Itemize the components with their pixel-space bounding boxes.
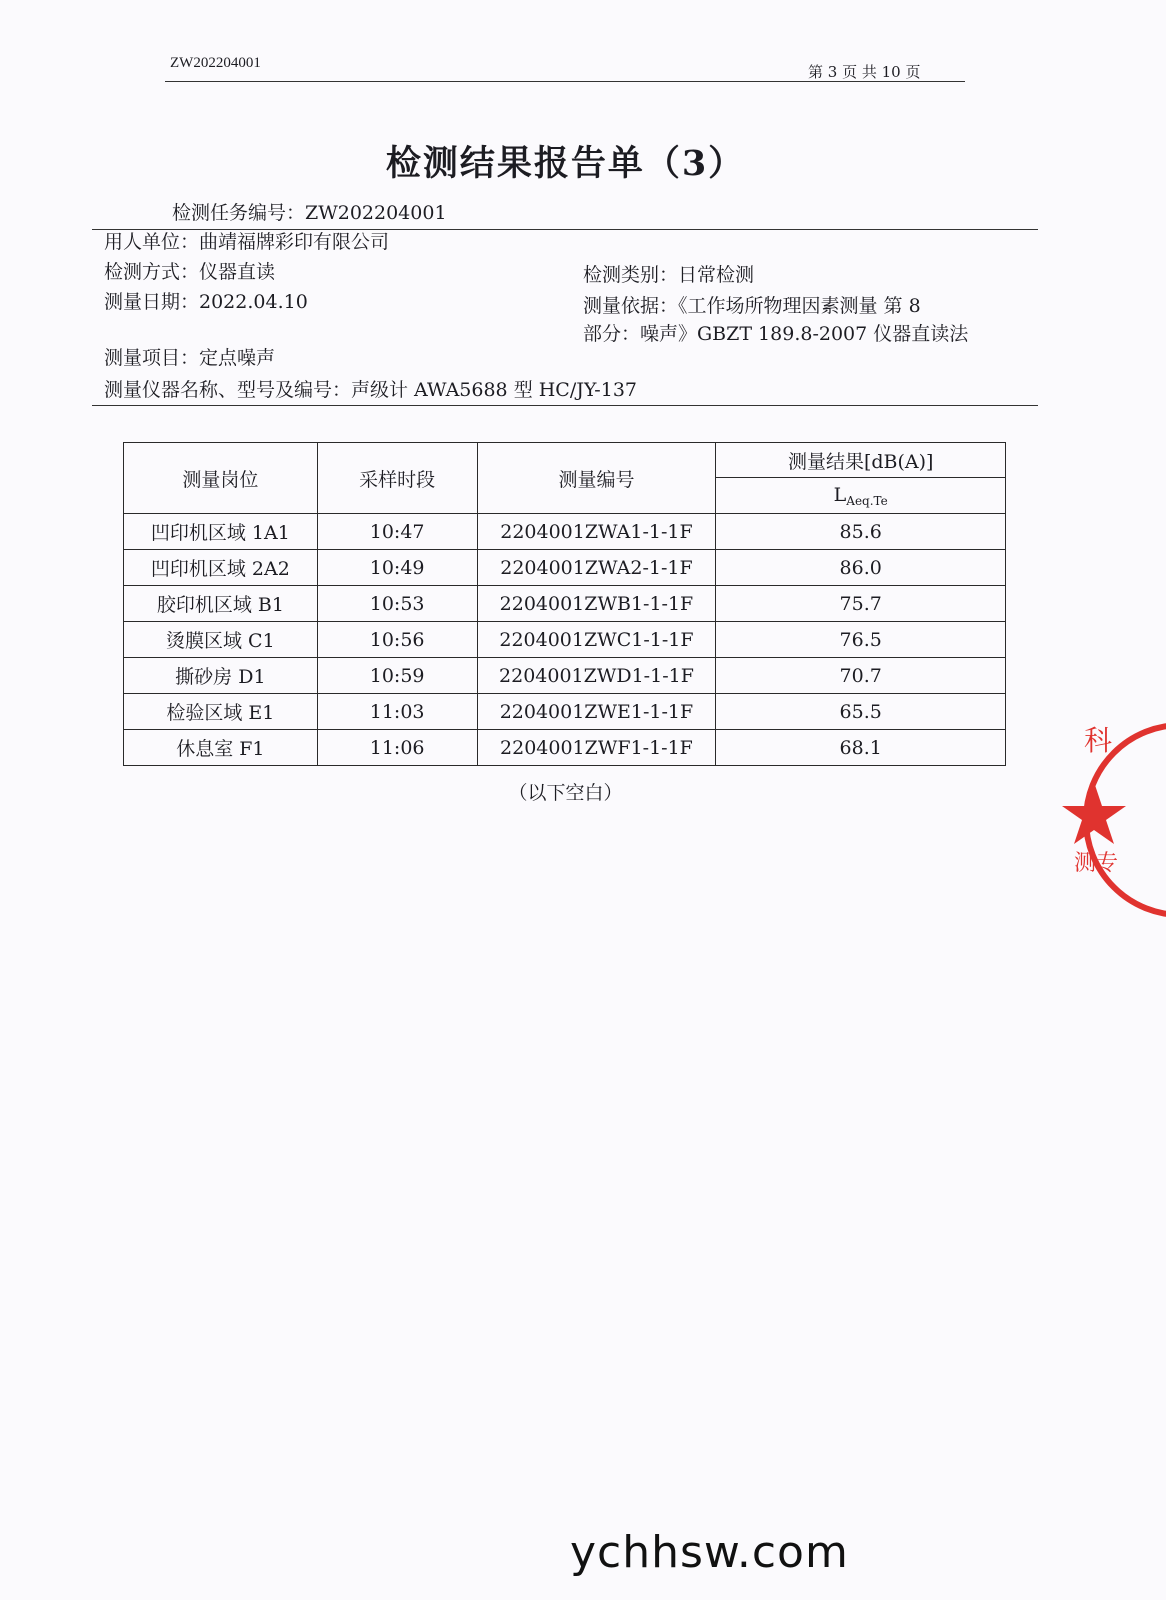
cell-result-value: 86.0 <box>716 550 1006 586</box>
table-row <box>124 730 1006 766</box>
site-watermark: ychhsw.com <box>570 1527 849 1578</box>
seal-text-bottom: 测专 <box>1074 851 1119 876</box>
laeq-subscript: Aeq.Te <box>846 493 888 508</box>
table-row <box>124 622 1006 658</box>
cell-result-value: 68.1 <box>716 730 1006 766</box>
measurement-basis-line2: 部分：噪声》GBZT 189.8-2007 仪器直读法 <box>583 323 969 345</box>
table-row <box>124 694 1006 730</box>
cell-sampling-time: 10:53 <box>317 586 477 622</box>
report-title: 检测结果报告单（3） <box>385 143 746 184</box>
measurement-date: 测量日期：2022.04.10 <box>104 291 308 313</box>
cell-result-value: 70.7 <box>716 658 1006 694</box>
cell-position: 胶印机区域 B1 <box>124 586 318 622</box>
cell-result-value: 85.6 <box>716 514 1006 550</box>
table-row <box>124 550 1006 586</box>
cell-measurement-code: 2204001ZWD1-1-1F <box>477 658 716 694</box>
header-measurement-code: 测量编号 <box>477 443 716 514</box>
cell-position: 凹印机区域 2A2 <box>124 550 318 586</box>
blank-below-note: （以下空白） <box>508 782 623 804</box>
laeq-symbol: L <box>833 483 847 506</box>
instrument-info: 测量仪器名称、型号及编号：声级计 AWA5688 型 HC/JY-137 <box>104 379 637 401</box>
table-row <box>124 514 1006 550</box>
cell-measurement-code: 2204001ZWA2-1-1F <box>477 550 716 586</box>
header-position: 测量岗位 <box>124 443 318 514</box>
cell-sampling-time: 11:06 <box>317 730 477 766</box>
cell-sampling-time: 10:56 <box>317 622 477 658</box>
page-indicator: 第 3 页 共 10 页 <box>808 63 921 81</box>
detection-method: 检测方式：仪器直读 <box>104 261 276 283</box>
cell-sampling-time: 10:59 <box>317 658 477 694</box>
detection-category: 检测类别：日常检测 <box>583 264 755 286</box>
table-row <box>124 658 1006 694</box>
cell-measurement-code: 2204001ZWC1-1-1F <box>477 622 716 658</box>
cell-measurement-code: 2204001ZWA1-1-1F <box>477 514 716 550</box>
results-table-body <box>124 514 1006 766</box>
measurement-item: 测量项目：定点噪声 <box>104 347 276 369</box>
header-divider <box>165 81 965 82</box>
cell-measurement-code: 2204001ZWE1-1-1F <box>477 694 716 730</box>
cell-result-value: 75.7 <box>716 586 1006 622</box>
cell-sampling-time: 11:03 <box>317 694 477 730</box>
seal-text-top: 科 <box>1084 724 1113 757</box>
cell-measurement-code: 2204001ZWF1-1-1F <box>477 730 716 766</box>
cell-position: 撕砂房 D1 <box>124 658 318 694</box>
header-result-unit <box>716 478 1006 514</box>
info-bottom-divider <box>92 405 1038 406</box>
client-unit: 用人单位：曲靖福牌彩印有限公司 <box>104 231 390 253</box>
official-seal-stamp <box>1074 710 1166 930</box>
cell-result-value: 65.5 <box>716 694 1006 730</box>
cell-result-value: 76.5 <box>716 622 1006 658</box>
header-sampling-time: 采样时段 <box>317 443 477 514</box>
document-code: ZW202204001 <box>170 55 261 71</box>
cell-position: 检验区域 E1 <box>124 694 318 730</box>
table-row <box>124 586 1006 622</box>
cell-position: 烫膜区域 C1 <box>124 622 318 658</box>
cell-position: 凹印机区域 1A1 <box>124 514 318 550</box>
results-table <box>123 442 1006 766</box>
cell-sampling-time: 10:49 <box>317 550 477 586</box>
cell-sampling-time: 10:47 <box>317 514 477 550</box>
task-number: 检测任务编号：ZW202204001 <box>172 202 447 224</box>
header-result: 测量结果[dB(A)] <box>716 443 1006 478</box>
cell-position: 休息室 F1 <box>124 730 318 766</box>
measurement-basis-line1: 测量依据：《工作场所物理因素测量 第 8 <box>583 295 921 317</box>
cell-measurement-code: 2204001ZWB1-1-1F <box>477 586 716 622</box>
